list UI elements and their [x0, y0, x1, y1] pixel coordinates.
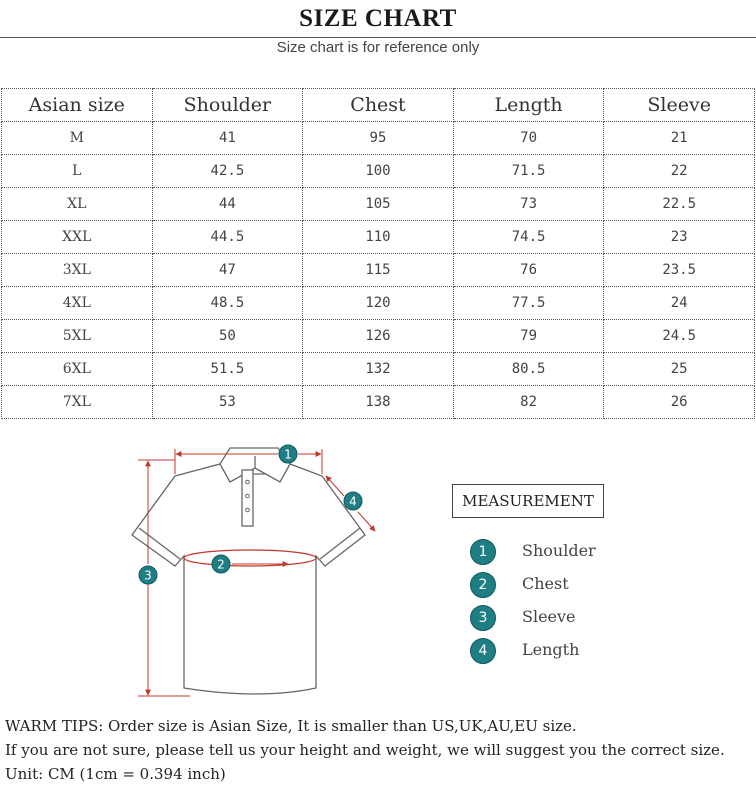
table-cell: 24.5 [604, 320, 755, 353]
marker-badge-4 [344, 492, 362, 510]
table-cell: 74.5 [453, 221, 604, 254]
marker-badge-3 [139, 566, 157, 584]
column-header: Sleeve [604, 89, 755, 122]
table-cell: 44 [152, 188, 303, 221]
table-cell: 21 [604, 122, 755, 155]
table-cell: 4XL [2, 287, 153, 320]
table-row [2, 353, 755, 386]
table-cell: 5XL [2, 320, 153, 353]
table-row [2, 122, 755, 155]
measurement-legend [470, 537, 670, 669]
table-cell: 77.5 [453, 287, 604, 320]
tips-line: If you are not sure, please tell us your height and weight, we will suggest you the correct size. [5, 741, 725, 759]
legend-label: Chest [522, 574, 569, 593]
shirt-outline [132, 448, 365, 694]
legend-label: Shoulder [522, 541, 596, 560]
legend-number-badge: 2 [470, 572, 496, 598]
table-cell: 48.5 [152, 287, 303, 320]
table-cell: 120 [303, 287, 454, 320]
svg-text:1: 1 [284, 447, 292, 462]
svg-text:2: 2 [217, 557, 225, 572]
table-cell: XL [2, 188, 153, 221]
table-cell: 22 [604, 155, 755, 188]
table-cell: 51.5 [152, 353, 303, 386]
marker-badge-1 [279, 445, 297, 463]
column-header: Length [453, 89, 604, 122]
table-cell: 95 [303, 122, 454, 155]
legend-number-badge: 1 [470, 539, 496, 565]
table-cell: 73 [453, 188, 604, 221]
table-cell: 70 [453, 122, 604, 155]
table-cell: 41 [152, 122, 303, 155]
table-cell: 7XL [2, 386, 153, 419]
page-subtitle: Size chart is for reference only [276, 39, 480, 56]
table-cell: 50 [152, 320, 303, 353]
table-row [2, 188, 755, 221]
table-cell: 26 [604, 386, 755, 419]
table-cell: 100 [303, 155, 454, 188]
column-header: Asian size [2, 89, 153, 122]
warm-tips [5, 714, 753, 786]
table-row [2, 386, 755, 419]
table-cell: L [2, 155, 153, 188]
shirt-diagram [120, 438, 400, 708]
table-cell: 24 [604, 287, 755, 320]
legend-item [470, 570, 670, 603]
legend-number-badge: 4 [470, 638, 496, 664]
table-row [2, 254, 755, 287]
table-cell: 53 [152, 386, 303, 419]
table-cell: 105 [303, 188, 454, 221]
table-cell: 115 [303, 254, 454, 287]
page-title: SIZE CHART [299, 5, 457, 32]
table-cell: 132 [303, 353, 454, 386]
legend-item [470, 537, 670, 570]
unit-note: Unit: CM (1cm = 0.394 inch) [5, 765, 226, 783]
table-cell: 79 [453, 320, 604, 353]
legend-label: Length [522, 640, 580, 659]
table-cell: 42.5 [152, 155, 303, 188]
table-cell: 44.5 [152, 221, 303, 254]
table-cell: 23.5 [604, 254, 755, 287]
table-cell: 80.5 [453, 353, 604, 386]
table-cell: 110 [303, 221, 454, 254]
svg-text:4: 4 [349, 494, 357, 509]
table-row [2, 155, 755, 188]
table-cell: 23 [604, 221, 755, 254]
column-header: Shoulder [152, 89, 303, 122]
column-header: Chest [303, 89, 454, 122]
size-table [1, 88, 755, 419]
legend-number-badge: 3 [470, 605, 496, 631]
table-cell: 76 [453, 254, 604, 287]
table-cell: 71.5 [453, 155, 604, 188]
table-cell: 47 [152, 254, 303, 287]
title-divider [0, 37, 756, 38]
table-cell: M [2, 122, 153, 155]
table-cell: 126 [303, 320, 454, 353]
table-cell: 138 [303, 386, 454, 419]
legend-item [470, 603, 670, 636]
table-cell: 82 [453, 386, 604, 419]
legend-label: Sleeve [522, 607, 576, 626]
marker-badge-2 [212, 555, 230, 573]
svg-text:3: 3 [144, 568, 152, 583]
table-row [2, 320, 755, 353]
table-cell: 3XL [2, 254, 153, 287]
table-header-row [2, 89, 755, 122]
table-row [2, 221, 755, 254]
table-row [2, 287, 755, 320]
table-cell: 22.5 [604, 188, 755, 221]
measurement-heading: MEASUREMENT [452, 484, 604, 518]
tips-line: WARM TIPS: Order size is Asian Size, It is smaller than US,UK,AU,EU size. [5, 717, 577, 735]
legend-item [470, 636, 670, 669]
table-cell: 6XL [2, 353, 153, 386]
table-cell: XXL [2, 221, 153, 254]
table-cell: 25 [604, 353, 755, 386]
